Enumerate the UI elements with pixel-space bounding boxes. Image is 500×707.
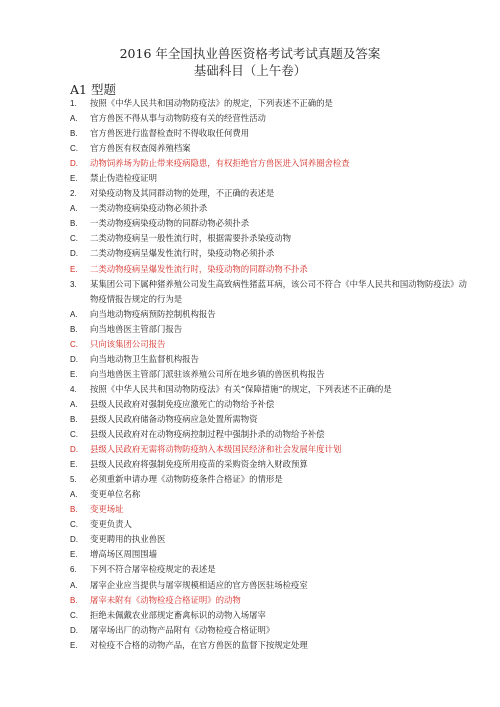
option-text: 二类动物疫病呈爆发性流行时，染疫动物必须扑杀	[90, 248, 275, 259]
option-text: 官方兽医不得从事与动物防疫有关的经营性活动	[90, 113, 266, 124]
option-row	[70, 638, 470, 653]
question-text: 对染疫动物及其同群动物的处理，不正确的表述是	[90, 188, 275, 199]
option-letter: D.	[70, 249, 78, 259]
option-text: 对检疫不合格的动物产品，在官方兽医的监督下按规定处理	[90, 639, 308, 650]
option-text: 变更场址	[90, 504, 124, 515]
option-text: 屠宰企业应当提供与屠宰规模相适应的官方兽医驻场检疫室	[90, 579, 308, 590]
option-row	[70, 307, 470, 322]
option-text: 禁止伪造检疫证明	[90, 173, 157, 184]
option-letter: C.	[70, 339, 78, 349]
option-letter: E.	[70, 174, 78, 184]
option-row	[70, 111, 470, 126]
option-text: 增高场区周围围墙	[90, 549, 157, 560]
option-text: 动物饲养场为防止带来疫病隐患，有权拒绝官方兽医进入饲养圈舍检查	[90, 158, 350, 169]
option-text: 向当地兽医主管部门报告	[90, 323, 183, 334]
question-number: 2.	[70, 189, 77, 199]
option-text: 屠宰场出厂的动物产品附有《动物检疫合格证明》	[90, 624, 275, 635]
option-text: 变更负责人	[90, 519, 132, 530]
option-letter: B.	[70, 414, 78, 424]
option-letter: C.	[70, 610, 78, 620]
option-row	[70, 547, 470, 562]
option-row	[70, 427, 470, 442]
question-number: 4.	[70, 384, 77, 394]
question-text: 某集团公司下属种猪养殖公司发生高致病性猪蓝耳病，该公司不符合《中华人民共和国动物防疫法》动物疫情报告规定的行为是	[90, 278, 467, 304]
option-letter: A.	[70, 114, 78, 124]
question-number: 6.	[70, 565, 77, 575]
option-letter: B.	[70, 324, 78, 334]
document-subtitle: 基础科目（上午卷）	[193, 63, 307, 78]
option-letter: C.	[70, 520, 78, 530]
option-row	[70, 623, 470, 638]
option-text: 拒绝未佩戴农业部规定畜禽标识的动物入场屠宰	[90, 609, 266, 620]
option-row	[70, 156, 470, 171]
option-text: 二类动物疫病呈一般性流行时，根据需要扑杀染疫动物	[90, 233, 291, 244]
option-text: 屠宰未附有《动物检疫合格证明》的动物	[90, 594, 241, 605]
option-text: 一类动物疫病染疫动物必须扑杀	[90, 203, 208, 214]
option-row	[70, 412, 470, 427]
question-text: 下列不符合屠宰检疫规定的表述是	[90, 564, 216, 575]
option-row	[70, 141, 470, 156]
option-row	[70, 457, 470, 472]
option-row	[70, 608, 470, 623]
question-row	[70, 96, 470, 111]
option-letter: E.	[70, 460, 78, 470]
question-text: 按照《中华人民共和国动物防疫法》的规定，下列表述不正确的是	[90, 98, 333, 108]
option-row	[70, 517, 470, 532]
option-letter: E.	[70, 640, 78, 650]
question-list	[70, 96, 470, 653]
option-row	[70, 397, 470, 412]
question-number: 3.	[70, 279, 77, 289]
option-row	[70, 201, 470, 216]
question-row	[70, 382, 470, 397]
option-letter: D.	[70, 159, 78, 169]
option-row	[70, 216, 470, 231]
option-text: 县级人民政府无需将动物防疫纳入本级国民经济和社会发展年度计划	[90, 444, 342, 455]
option-row	[70, 262, 470, 277]
question-number: 5.	[70, 475, 77, 485]
option-text: 二类动物疫病呈爆发性流行时，染疫动物的同群动物不扑杀	[90, 263, 308, 274]
option-letter: A.	[70, 399, 78, 409]
option-row	[70, 337, 470, 352]
option-text: 县级人民政府将强制免疫所用疫苗的采购资金纳入财政预算	[90, 459, 308, 470]
option-letter: C.	[70, 430, 78, 440]
option-letter: A.	[70, 309, 78, 319]
option-letter: D.	[70, 625, 78, 635]
option-letter: D.	[70, 535, 78, 545]
question-text: 必须重新申请办理《动物防疫条件合格证》的情形是	[90, 474, 283, 485]
question-row	[70, 277, 470, 307]
option-text: 官方兽医进行监督检查时不得收取任何费用	[90, 128, 250, 139]
option-row	[70, 246, 470, 261]
option-text: 官方兽医有权查阅养殖档案	[90, 143, 191, 154]
option-letter: E.	[70, 550, 78, 560]
section-heading: A1 型题	[70, 82, 116, 97]
option-row	[70, 442, 470, 457]
option-row	[70, 171, 470, 186]
option-letter: D.	[70, 445, 78, 455]
option-row	[70, 126, 470, 141]
option-row	[70, 487, 470, 502]
option-letter: C.	[70, 144, 78, 154]
option-text: 向当地动物疫病预防控制机构报告	[90, 308, 216, 319]
option-text: 向当地动物卫生监督机构报告	[90, 353, 199, 364]
question-text: 按照《中华人民共和国动物防疫法》有关“保障措施”的规定，下列表述不正确的是	[90, 383, 392, 394]
question-row	[70, 186, 470, 201]
option-row	[70, 593, 470, 608]
option-letter: B.	[70, 595, 78, 605]
option-row	[70, 367, 470, 382]
option-text: 县级人民政府对在动物疫病控制过程中强制扑杀的动物给予补偿	[90, 429, 325, 440]
option-row	[70, 502, 470, 517]
option-text: 变更聘用的执业兽医	[90, 534, 166, 545]
option-letter: E.	[70, 264, 78, 274]
option-row	[70, 352, 470, 367]
option-letter: B.	[70, 129, 78, 139]
option-letter: C.	[70, 234, 78, 244]
option-text: 变更单位名称	[90, 489, 141, 500]
option-row	[70, 322, 470, 337]
option-letter: E.	[70, 369, 78, 379]
option-letter: A.	[70, 490, 78, 500]
option-letter: A.	[70, 580, 78, 590]
option-letter: B.	[70, 219, 78, 229]
document-title: 2016 年全国执业兽医资格考试考试真题及答案	[119, 46, 381, 61]
option-row	[70, 578, 470, 593]
question-row	[70, 562, 470, 577]
option-text: 向当地兽医主管部门派驻该养殖公司所在地乡镇的兽医机构报告	[90, 368, 325, 379]
option-text: 只向该集团公司报告	[90, 338, 166, 349]
question-row	[70, 472, 470, 487]
option-row	[70, 231, 470, 246]
option-row	[70, 532, 470, 547]
option-text: 一类动物疫病染疫动物的同群动物必须扑杀	[90, 218, 250, 229]
option-text: 县级人民政府储备动物疫病应急处置所需物资	[90, 413, 258, 424]
option-letter: A.	[70, 204, 78, 214]
question-number: 1.	[70, 99, 77, 108]
option-letter: D.	[70, 354, 78, 364]
option-text: 县级人民政府对强制免疫应激死亡的动物给予补偿	[90, 398, 275, 409]
option-letter: B.	[70, 505, 78, 515]
